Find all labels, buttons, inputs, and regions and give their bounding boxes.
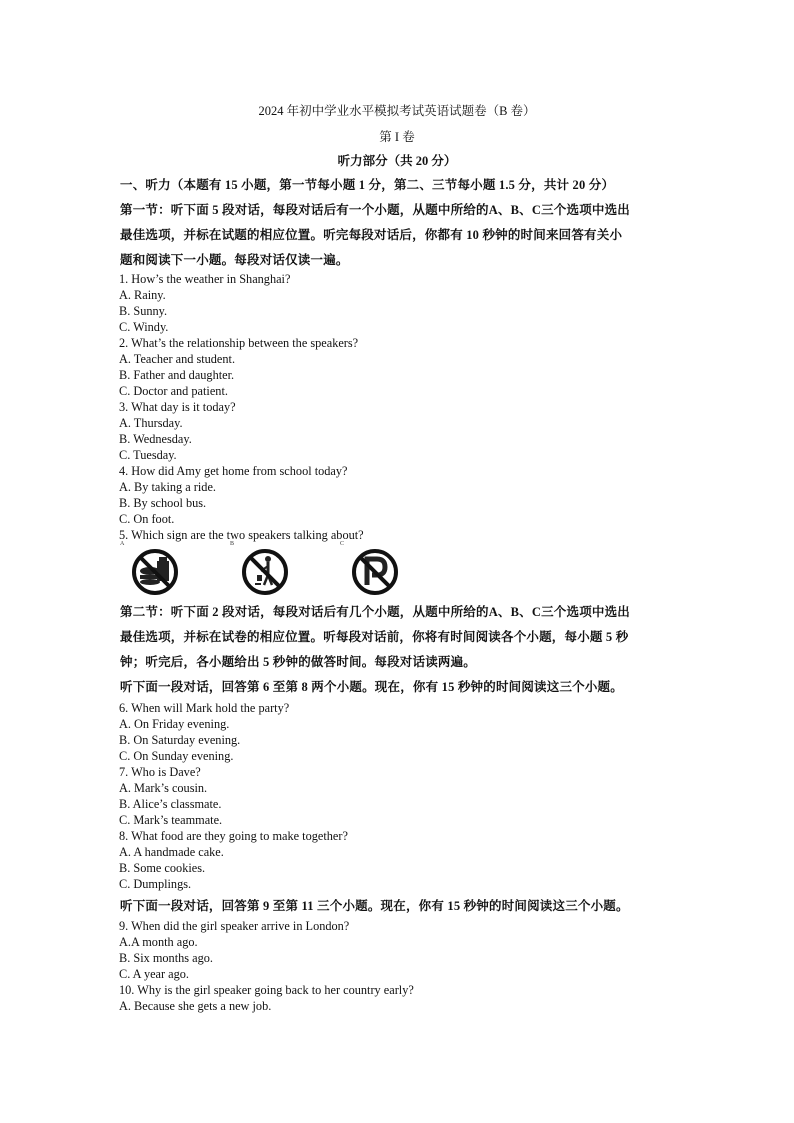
question-line: 6. When will Mark hold the party?	[119, 701, 290, 715]
question-line: 10. Why is the girl speaker going back to her country early?	[119, 983, 414, 997]
option-line: C. Mark’s teammate.	[119, 813, 223, 827]
sign-label: B	[230, 541, 235, 547]
section2-instructions	[120, 600, 680, 700]
option-line: C. Dumplings.	[119, 877, 192, 891]
question-line: 8. What food are they going to make together?	[119, 829, 348, 843]
option-line: C. A year ago.	[119, 967, 190, 981]
option-line: A. Mark’s cousin.	[119, 781, 208, 795]
question-line: 9. When did the girl speaker arrive in London?	[119, 919, 350, 933]
question-line: 5. Which sign are the two speakers talking about?	[119, 528, 364, 542]
option-line: B. Father and daughter.	[119, 368, 235, 382]
option-line: A. On Friday evening.	[119, 717, 230, 731]
option-line: C. On foot.	[119, 512, 175, 526]
dialog1-instructions: 听下面一段对话，回答第 6 至第 8 两个小题。现在，你有 15 秒钟的时间阅读这三个小题。	[120, 680, 623, 694]
sign-label: A	[120, 541, 125, 547]
option-line: B. On Saturday evening.	[119, 733, 241, 747]
question-line: 2. What’s the relationship between the speakers?	[119, 336, 359, 350]
section2-instr-line: 第二节：听下面 2 段对话，每段对话后有几个小题，从题中所给的A、B、C三个选项中选出	[120, 605, 630, 619]
no-littering-icon	[240, 547, 290, 597]
volume-label: 第 I 卷	[379, 130, 415, 144]
option-line: B. Sunny.	[119, 304, 168, 318]
section1-instr-line: 最佳选项，并标在试题的相应位置。听完每段对话后，你都有 10 秒钟的时间来回答有关小	[120, 228, 623, 242]
option-line: B. Alice’s classmate.	[119, 797, 222, 811]
section1-instr-line: 第一节：听下面 5 段对话，每段对话后有一个小题，从题中所给的A、B、C三个选项中选出	[120, 203, 630, 217]
section2-instr-line: 最佳选项，并标在试卷的相应位置。听每段对话前，你将有时间阅读各个小题，每小题 5 秒	[120, 630, 629, 644]
sign-options	[120, 543, 420, 599]
option-line: A. Teacher and student.	[119, 352, 236, 366]
option-line: B. Wednesday.	[119, 432, 192, 446]
section1-instructions	[120, 173, 680, 273]
question-line: 7. Who is Dave?	[119, 765, 201, 779]
option-line: B. Some cookies.	[119, 861, 206, 875]
option-line: C. Windy.	[119, 320, 169, 334]
sign-option-c	[340, 543, 400, 599]
sign-label: C	[340, 541, 345, 547]
option-line: B. Six months ago.	[119, 951, 213, 965]
questions-part1	[119, 271, 364, 543]
exam-title: 2024 年初中学业水平模拟考试英语试题卷（B 卷）	[258, 104, 536, 118]
option-line: C. Doctor and patient.	[119, 384, 228, 398]
option-line: A. Because she gets a new job.	[119, 999, 272, 1013]
section1-instr-line: 题和阅读下一小题。每段对话仅读一遍。	[120, 253, 349, 267]
dialog2-instructions-block	[120, 894, 680, 919]
question-line: 4. How did Amy get home from school today?	[119, 464, 348, 478]
option-line: C. Tuesday.	[119, 448, 177, 462]
option-line: A. Rainy.	[119, 288, 166, 302]
option-line: C. On Sunday evening.	[119, 749, 234, 763]
option-line: A. A handmade cake.	[119, 845, 224, 859]
section2-instr-line: 钟；听完后，各小题给出 5 秒钟的做答时间。每段对话读两遍。	[120, 655, 477, 669]
no-parking-icon	[350, 547, 400, 597]
sign-option-a	[120, 543, 180, 599]
question-line: 3. What day is it today?	[119, 400, 236, 414]
questions-dialog1	[119, 700, 348, 892]
listening-part-heading: 听力部分（共 20 分）	[337, 154, 457, 168]
questions-dialog2	[119, 918, 414, 1014]
question-line: 1. How’s the weather in Shanghai?	[119, 272, 291, 286]
option-line: A. By taking a ride.	[119, 480, 216, 494]
option-line: A. Thursday.	[119, 416, 183, 430]
option-line: A.A month ago.	[119, 935, 198, 949]
sign-option-b	[230, 543, 290, 599]
section1-heading: 一、听力（本题有 15 小题，第一节每小题 1 分，第二、三节每小题 1.5 分，共计 20 分）	[120, 178, 615, 192]
option-line: B. By school bus.	[119, 496, 207, 510]
no-food-drink-icon	[130, 547, 180, 597]
dialog2-instructions: 听下面一段对话，回答第 9 至第 11 三个小题。现在，你有 15 秒钟的时间阅读这三个小题。	[120, 899, 629, 913]
